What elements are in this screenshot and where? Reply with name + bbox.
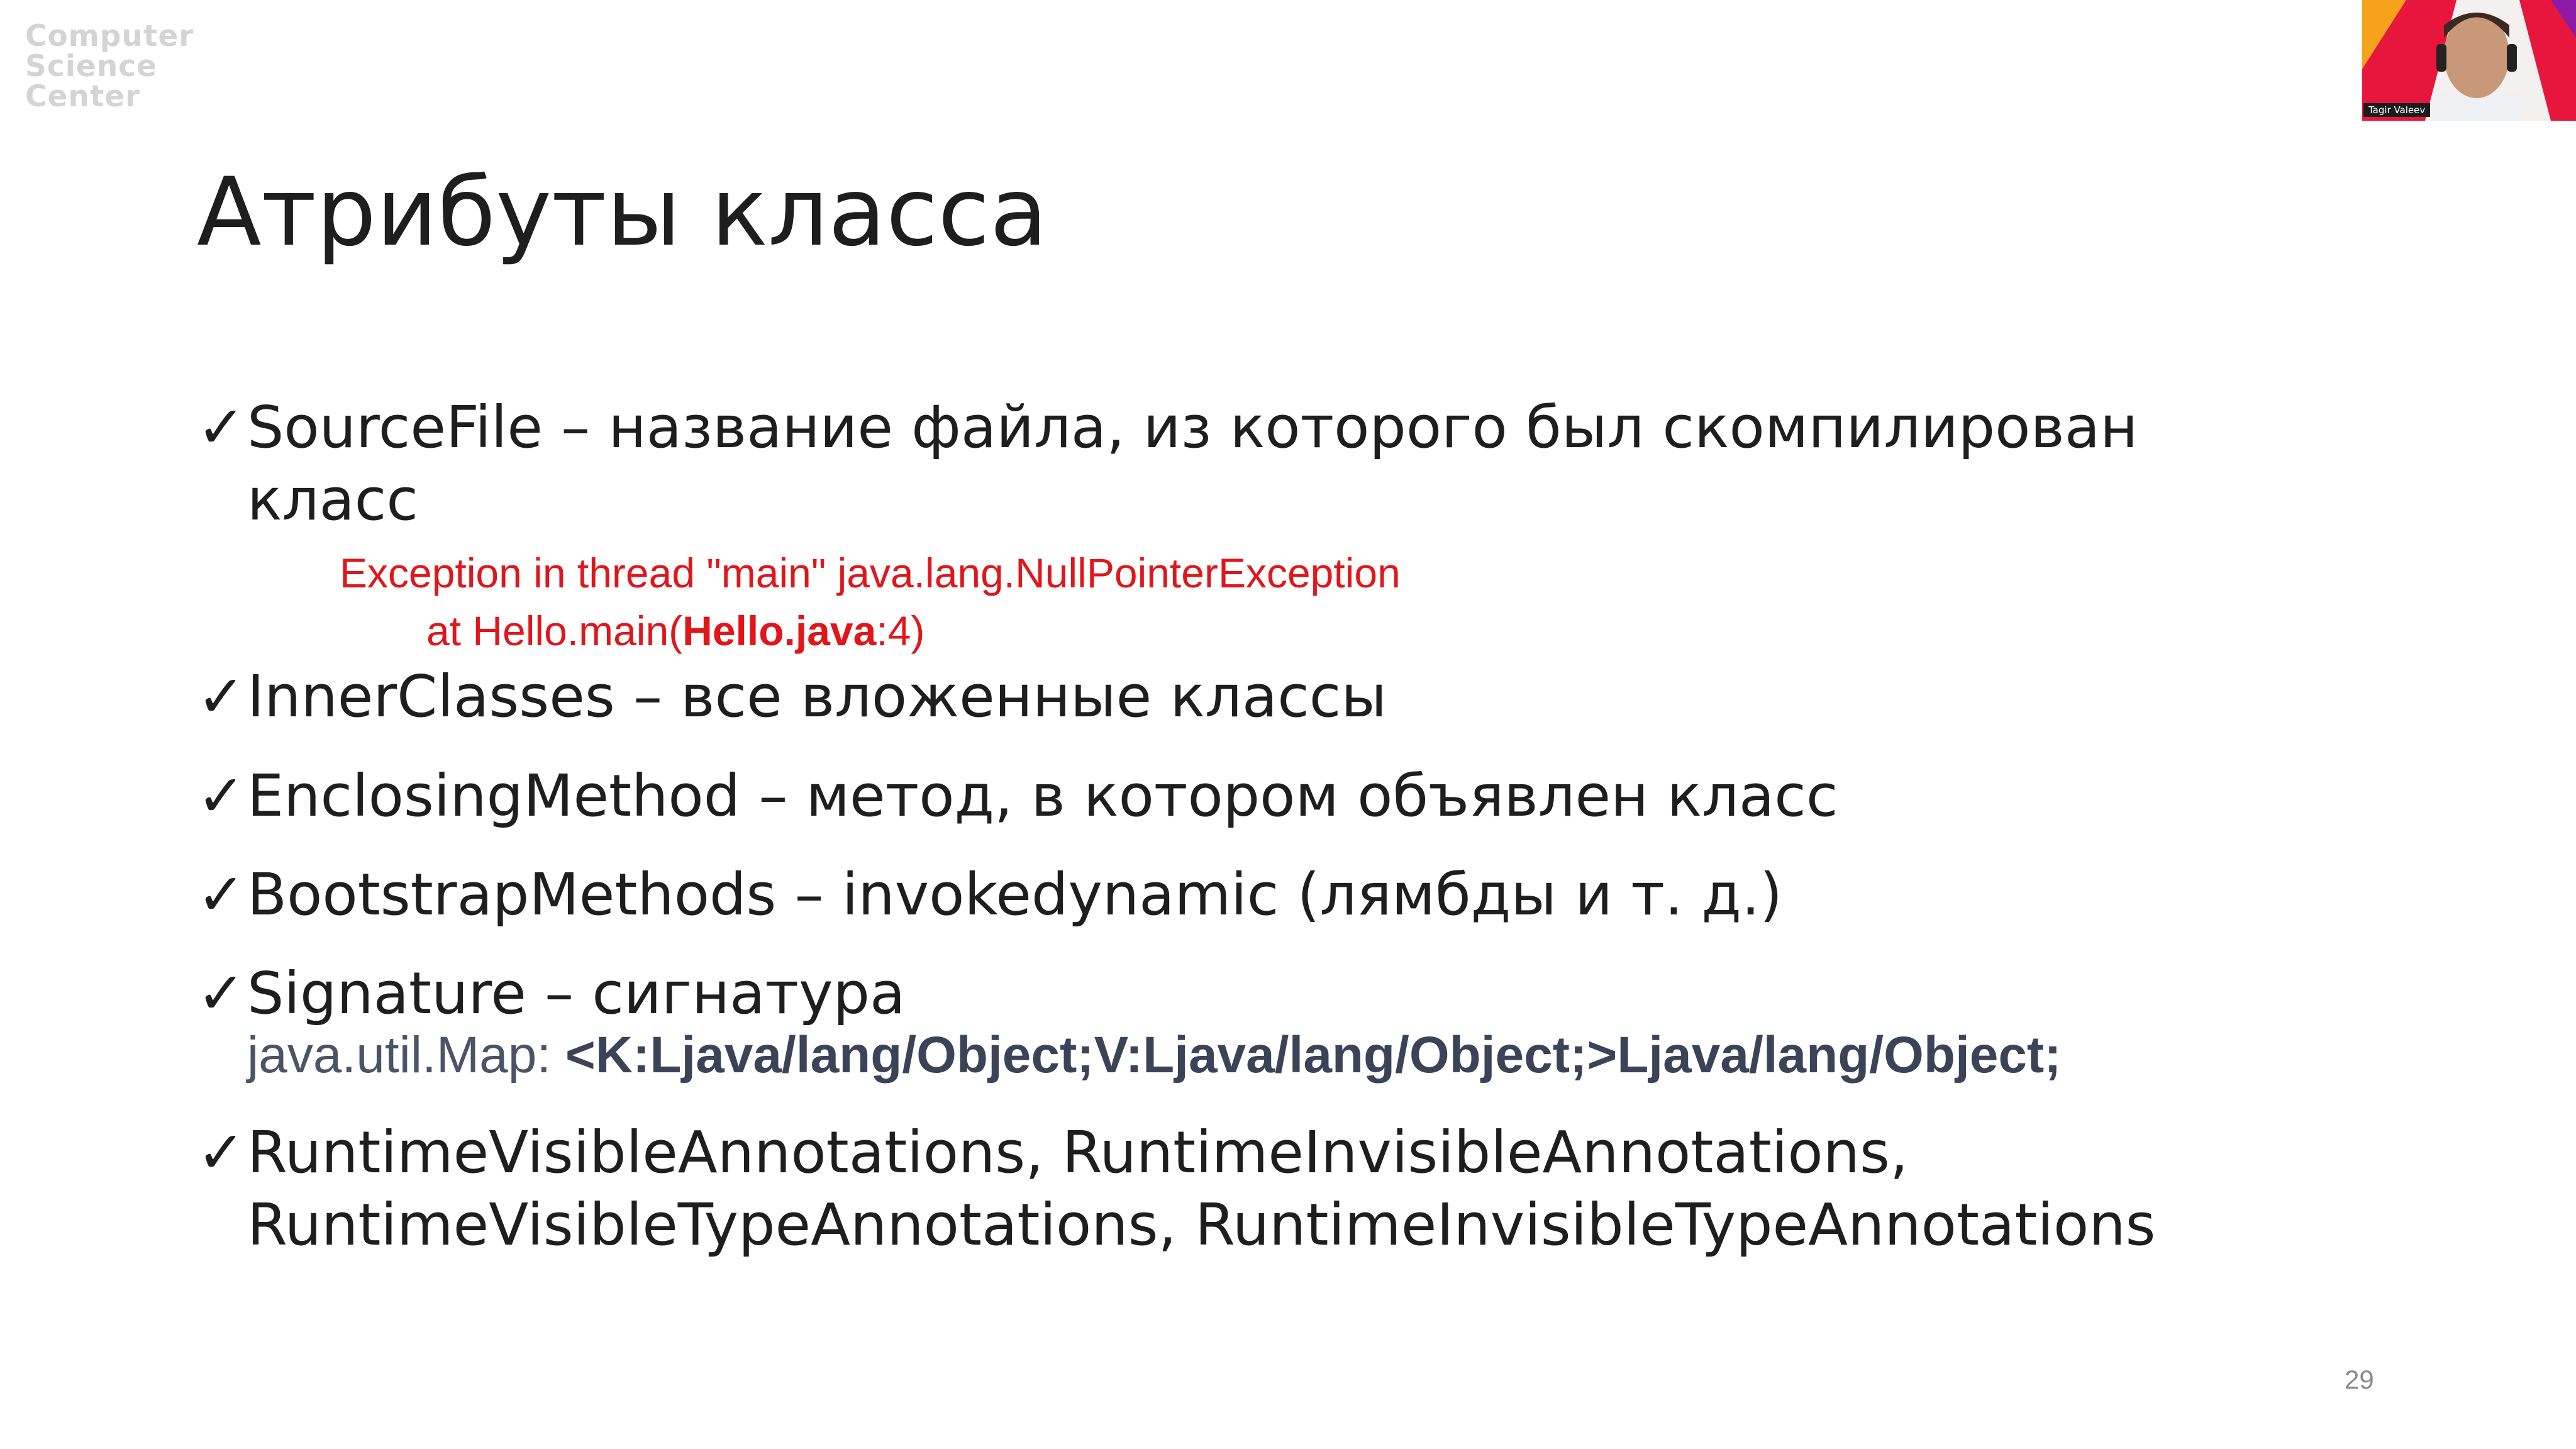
bullet-continuation: RuntimeVisibleTypeAnnotations, RuntimeInvisibleTypeAnnotations [247,1191,2156,1258]
csc-watermark-logo [25,21,194,112]
bullet-text: InnerClasses – все вложенные классы [247,663,1387,730]
watermark-line: Center [25,79,141,114]
watermark-line: Science [25,49,157,84]
exception-line-number: :4) [876,608,925,654]
signature-example [247,1024,2062,1087]
signature-value: <K:Ljava/lang/Object;V:Ljava/lang/Object;>Ljava/lang/Object; [565,1026,2062,1084]
webcam-name-label: Tagir Valeev [2363,103,2430,117]
check-icon: ✓ [197,960,246,1027]
check-icon: ✓ [197,1119,246,1186]
check-icon: ✓ [197,762,246,830]
webcam-overlay [2362,0,2576,121]
bullet-text: SourceFile – название файла, из которого был скомпилирован [247,394,2138,461]
check-icon: ✓ [197,663,246,730]
bullet-text: Signature – сигнатура [247,960,906,1027]
watermark-line: Computer [25,19,194,53]
bullet-text: RuntimeVisibleAnnotations, RuntimeInvisibleAnnotations, [247,1119,1909,1186]
exception-line-1: Exception in thread "main" java.lang.NullPointerException [340,550,1401,596]
check-icon: ✓ [197,861,246,928]
bullet-signature [197,957,905,1030]
check-icon: ✓ [197,394,246,461]
bullet-enclosingmethod [197,760,1838,832]
signature-prefix: java.util.Map: [247,1026,565,1084]
exception-file-name: Hello.java [682,608,877,654]
bullet-annotations [197,1116,1908,1189]
bullet-sourcefile [197,391,2138,464]
bullet-text: EnclosingMethod – метод, в котором объявлен класс [247,762,1838,830]
slide-title: Атрибуты класса [197,158,1048,267]
bullet-continuation: класс [247,466,418,533]
exception-line-2 [426,602,924,659]
page-number: 29 [2345,1365,2374,1394]
exception-at-prefix: at Hello.main( [426,608,683,654]
bullet-text: BootstrapMethods – invokedynamic (лямбды и т. д.) [247,861,1783,928]
bullet-innerclasses [197,660,1387,733]
bullet-bootstrapmethods [197,858,1782,931]
